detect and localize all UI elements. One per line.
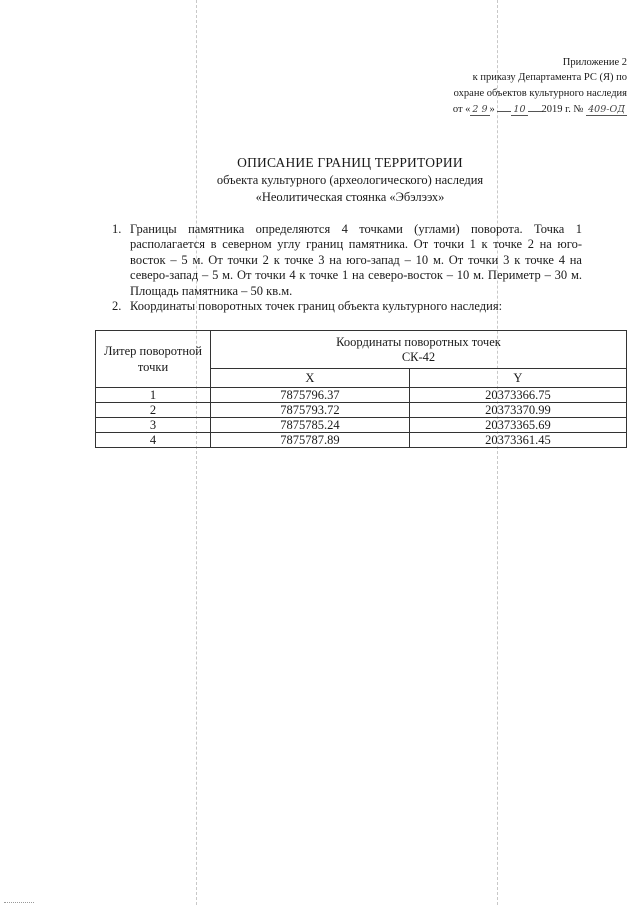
cell-x: 7875787.89 — [211, 433, 410, 448]
appendix-department: охране объектов культурного наследия — [453, 87, 627, 99]
list-item-text: Границы памятника определяются 4 точками (углами) поворота. Точка 1 располагается в северном углу границ памятника. От точки 1 к точке 2 на юго-восток – 5 м. От точки 2 к точке 3 на юго-запад – 10 м. От точки 3 к точке 4 на северо-запад – 5 м. От точки 4 к точке 1 на северо-восток – 10 м. Периметр – 30 м. Площадь памятника – 50 кв.м. — [130, 222, 582, 298]
cell-y: 20373365.69 — [409, 418, 626, 433]
appendix-order-ref: к приказу Департамента РС (Я) по — [472, 72, 627, 84]
fold-line-left — [196, 0, 197, 905]
scan-corner-mark — [4, 902, 34, 903]
header-y: Y — [409, 369, 626, 388]
cell-x: 7875785.24 — [211, 418, 410, 433]
header-point-letter-text: Литер поворотной точки — [104, 344, 202, 374]
list-item — [112, 299, 582, 314]
list-item — [112, 222, 582, 299]
cell-y: 20373370.99 — [409, 403, 626, 418]
header-x: X — [211, 369, 410, 388]
date-mid: » — [489, 103, 495, 115]
table-row — [96, 388, 627, 403]
table-row — [96, 418, 627, 433]
document-subtitle-1: объекта культурного (археологического) наследия — [216, 173, 484, 187]
date-month-handwritten: 10 — [513, 103, 526, 115]
date-prefix: от « — [452, 103, 471, 115]
cell-point: 3 — [96, 418, 211, 433]
cell-point: 4 — [96, 433, 211, 448]
date-blank-1 — [497, 101, 511, 112]
document-title-block — [140, 154, 560, 206]
table-row — [96, 433, 627, 448]
document-subtitle-2: «Неолитическая стоянка «Эбэлээх» — [255, 190, 445, 204]
header-coordinates — [211, 331, 627, 369]
header-coordinates-line1: Координаты поворотных точек — [336, 334, 501, 349]
header-coordinates-line2: СК-42 — [401, 349, 436, 364]
cell-x: 7875796.37 — [211, 388, 410, 403]
coordinates-table — [95, 330, 627, 448]
date-year: 2019 г. № — [541, 103, 584, 115]
date-blank-2 — [528, 101, 542, 112]
list-item-number: 2. — [112, 299, 122, 314]
fold-line-right — [497, 0, 498, 905]
cell-x: 7875793.72 — [211, 403, 410, 418]
date-day-handwritten: 2 9 — [472, 103, 488, 115]
cell-y: 20373361.45 — [409, 433, 626, 448]
appendix-title: Приложение 2 — [562, 57, 627, 68]
description-items — [112, 222, 582, 314]
cell-point: 1 — [96, 388, 211, 403]
cell-point: 2 — [96, 403, 211, 418]
header-point-letter — [96, 331, 211, 388]
list-item-number: 1. — [112, 222, 122, 236]
table-row — [96, 403, 627, 418]
appendix-header — [327, 55, 627, 117]
cell-y: 20373366.75 — [409, 388, 626, 403]
order-number-handwritten: 409-ОД — [588, 103, 625, 115]
document-title: ОПИСАНИЕ ГРАНИЦ ТЕРРИТОРИИ — [237, 155, 463, 170]
appendix-date-line — [327, 101, 627, 117]
list-item-text: Координаты поворотных точек границ объекта культурного наследия: — [130, 299, 503, 314]
